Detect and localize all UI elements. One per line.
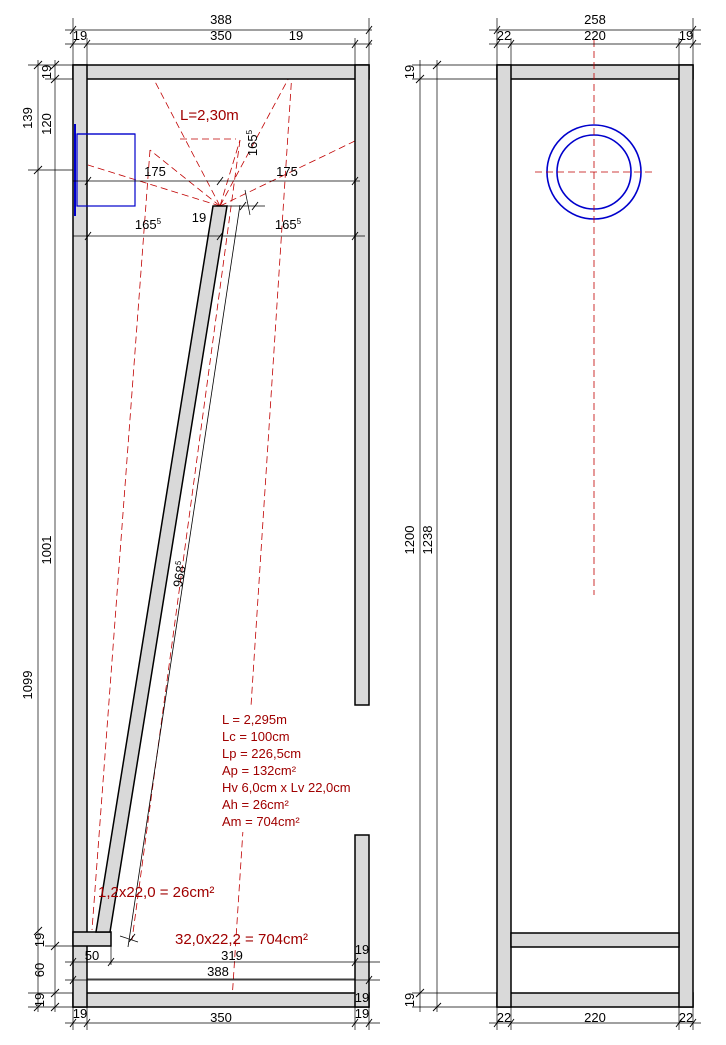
front-top-panel [73, 65, 369, 79]
spec-line-1: L = 2,295m [222, 712, 287, 727]
side-dim-1200: 1200 [402, 525, 417, 555]
dim-165-left: 165 [134, 217, 157, 232]
dim-mouth-50: 50 [84, 948, 100, 963]
svg-text:1655: $165^5$ [245, 129, 260, 157]
dim-bot-left: 19 [72, 1006, 88, 1021]
side-top-dimensions [489, 12, 701, 65]
dim-left-19-base: 19 [32, 992, 47, 1008]
dim-mid-388: 388 [207, 964, 229, 979]
front-top-dimensions [65, 12, 372, 65]
dim-165-right: 165 [274, 217, 297, 232]
side-dim-top-right: 19 [678, 28, 694, 43]
svg-text:9685: $968^5$ [170, 560, 189, 589]
side-left-dimensions [402, 60, 497, 1012]
driver-cutout-icon [535, 40, 655, 595]
svg-text:1655: $165^5$ [134, 217, 162, 232]
dim-left-1099: 1099 [20, 670, 35, 700]
dim-bot-right: 19 [354, 1006, 370, 1021]
dim-165-vertical: 165 [245, 134, 260, 157]
dim-968-baffle: 968 [170, 564, 189, 589]
side-view [402, 12, 701, 1030]
horn-specifications [218, 706, 376, 832]
side-dim-19-bottom: 19 [402, 992, 417, 1008]
side-dim-19-top: 19 [402, 64, 417, 80]
dim-top-total: 388 [210, 12, 232, 27]
dim-175-right: 175 [276, 164, 298, 179]
side-dim-1238: 1238 [420, 525, 435, 555]
front-bottom-dimensions [65, 942, 380, 1030]
internal-dimension-labels [135, 129, 302, 588]
horn-length-label: L=2,30m [180, 107, 239, 124]
dim-left-139: 139 [20, 107, 35, 129]
side-dim-top-total: 258 [584, 12, 606, 27]
side-dim-top-inner: 220 [584, 28, 606, 43]
dim-175-left: 175 [144, 164, 166, 179]
side-left-panel [497, 65, 511, 1007]
front-left-dimensions [20, 60, 73, 1012]
side-bottom-dimensions [489, 1007, 701, 1030]
side-shelf-panel [511, 933, 679, 947]
side-top-panel [497, 65, 693, 79]
dim-mid-right-19: 19 [354, 942, 370, 957]
dim-right-bottom-19: 19 [354, 990, 370, 1005]
dim-19-baffle: 19 [191, 210, 207, 225]
spec-line-7: Am = 704cm² [222, 814, 300, 829]
spec-line-2: Lc = 100cm [222, 729, 290, 744]
side-dim-top-left: 22 [496, 28, 512, 43]
front-right-panel-upper [355, 65, 369, 705]
spec-line-5: Hv 6,0cm x Lv 22,0cm [222, 780, 351, 795]
dim-left-19-top: 19 [39, 64, 54, 80]
side-dim-bot-left: 22 [496, 1010, 512, 1025]
dim-bot-inner: 350 [210, 1010, 232, 1025]
side-right-panel [679, 65, 693, 1007]
dim-left-19-bottom: 19 [32, 932, 47, 948]
side-dim-bot-inner: 220 [584, 1010, 606, 1025]
diagonal-horn-baffle [96, 206, 227, 932]
dim-mouth-319: 319 [221, 948, 243, 963]
svg-text:1655: $165^5$ [274, 217, 302, 232]
dim-top-inner: 350 [210, 28, 232, 43]
front-bottom-panel [73, 993, 369, 1007]
dim-left-120: 120 [39, 113, 54, 135]
dim-left-1001: 1001 [39, 535, 54, 565]
side-bottom-panel [497, 993, 693, 1007]
dim-left-60: 60 [32, 962, 47, 978]
mouth-floor-board [73, 932, 111, 946]
spec-line-4: Ap = 132cm² [222, 763, 297, 778]
spec-line-3: Lp = 226,5cm [222, 746, 302, 761]
dim-top-right: 19 [288, 28, 304, 43]
front-section-view [20, 12, 380, 1030]
spec-line-6: Ah = 26cm² [222, 797, 289, 812]
mouth-area-formula: 32,0x22,2 = 704cm² [175, 931, 309, 948]
front-right-panel-lower [355, 835, 369, 1007]
throat-area-formula: 1,2x22,0 = 26cm² [98, 884, 215, 901]
side-dim-bot-right: 22 [678, 1010, 694, 1025]
dim-top-left: 19 [72, 28, 88, 43]
